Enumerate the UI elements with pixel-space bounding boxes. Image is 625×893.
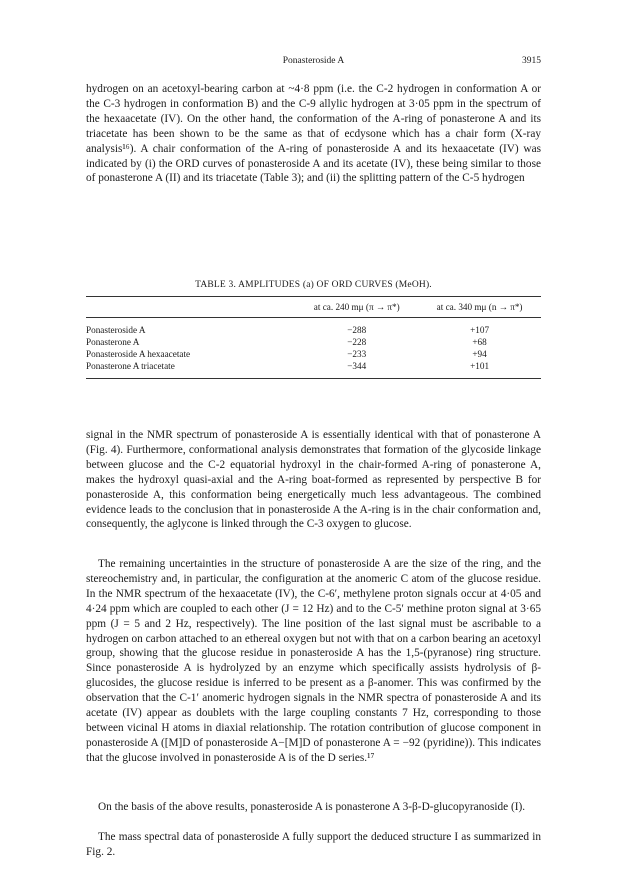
paragraph-3 (86, 557, 541, 766)
ord-table-container (86, 296, 541, 379)
amplitude-240: −228 (347, 337, 367, 347)
compound-name: Ponasteroside A hexaacetate (86, 349, 191, 359)
amplitude-340: +94 (472, 349, 487, 359)
compound-name: Ponasterone A (86, 337, 140, 347)
paragraph-1 (86, 82, 541, 186)
table-row (86, 318, 541, 337)
table-caption: TABLE 3. AMPLITUDES (a) OF ORD CURVES (MeOH). (195, 280, 432, 290)
table-row (86, 360, 541, 379)
table-row (86, 348, 541, 360)
paragraph-text: The mass spectral data of ponasteroside A fully support the deduced structure I as summarized in Fig. 2. (86, 831, 541, 858)
paragraph-text: The remaining uncertainties in the structure of ponasteroside A are the size of the ring, and the stereochemistry and, in particular, the configuration at the anomeric C atom of the glucose residue. In the NMR spectrum of the hexaacetate (IV), the C-6′, methylene proton signals occur at 4·05 and 4·24 ppm which are coupled to each other (J = 12 Hz) and to the C-5′ methine proton signal at 3·65 ppm (J = 5 and 2 Hz, respectively). The line position of the last signal must be ascribable to a hydrogen on carbon attached to an ethereal oxygen but not with that on a carbon bearing an acetoxyl group, showing that the glucose residue in ponasteroside A has the 1,5-(pyranose) ring structure. Since ponasteroside A is hydrolyzed by an enzyme which specifically assists hydrolysis of β-glucosides, the glucose residue is inferred to be present as a β-anomer. This was confirmed by the observation that the C-1′ anomeric hydrogen signals in the NMR spectra of ponasteroside A and its acetate (IV) appear as doublets with the large coupling constants 7 Hz, corresponding to those between vicinal H atoms in diaxial relationship. The rotation contribution of glucose component in ponasteroside A ([M]D of ponasteroside A−[M]D of ponasterone A = −92 (pyridine)). This indicates that the glucose involved in ponasteroside A is of the D series.¹⁷ (86, 558, 541, 764)
page-number: 3915 (522, 56, 541, 66)
compound-name: Ponasteroside A (86, 325, 146, 335)
running-head (86, 56, 541, 70)
amplitude-340: +107 (470, 325, 490, 335)
column-header-340: at ca. 340 mμ (n → π*) (418, 297, 541, 318)
column-header-240: at ca. 240 mμ (π → π*) (295, 297, 418, 318)
amplitude-240: −288 (347, 325, 367, 335)
table-header-row (86, 297, 541, 318)
amplitude-340: +101 (418, 360, 541, 379)
amplitude-340: +68 (472, 337, 487, 347)
amplitude-240: −344 (295, 360, 418, 379)
paragraph-text: signal in the NMR spectrum of ponasteroside A is essentially identical with that of ponasterone A (Fig. 4). Furthermore, conformational analysis demonstrates that formation of the glycoside linkage between glucose and the C-2 equatorial hydroxyl in the chair-formed A-ring of ponasterone A, makes the hydroxyl quasi-axial and the A-ring boat-formed as represented by perspective B for ponasteroside A, this conformation being energetically much less advantageous. The combined evidence leads to the conclusion that in ponasteroside A the A-ring is in the chair conformation and, consequently, the aglycone is linked through the C-3 oxygen to glucose. (86, 429, 541, 531)
amplitude-240: −233 (347, 349, 367, 359)
running-title: Ponasteroside A (282, 56, 345, 66)
compound-name: Ponasterone A triacetate (86, 360, 295, 379)
paragraph-text: On the basis of the above results, ponasteroside A is ponasterone A 3-β-D-glucopyranoside (I). (98, 801, 526, 813)
ord-amplitude-table (86, 296, 541, 379)
column-header-compound (86, 297, 295, 318)
paragraph-4 (86, 800, 541, 815)
paragraph-5 (86, 830, 541, 860)
paragraph-2 (86, 428, 541, 532)
table-row (86, 336, 541, 348)
paragraph-text: hydrogen on an acetoxyl-bearing carbon at ~4·8 ppm (i.e. the C-2 hydrogen in conformation A or the C-3 hydrogen in conformation B) and the C-9 allylic hydrogen at 3·05 ppm in the spectrum of the hexaacetate (IV). On the other hand, the conformation of the A-ring of ponasterone A and its triacetate has been shown to be the same as that of ecdysone which has a chair form (X-ray analysis¹⁶). A chair conformation of the A-ring of ponasteroside A and its hexaacetate (IV) was indicated by (i) the ORD curves of ponasteroside A and its acetate (IV), these being similar to those of ponasterone A (II) and its triacetate (Table 3); and (ii) the splitting pattern of the C-5 hydrogen (86, 83, 541, 185)
